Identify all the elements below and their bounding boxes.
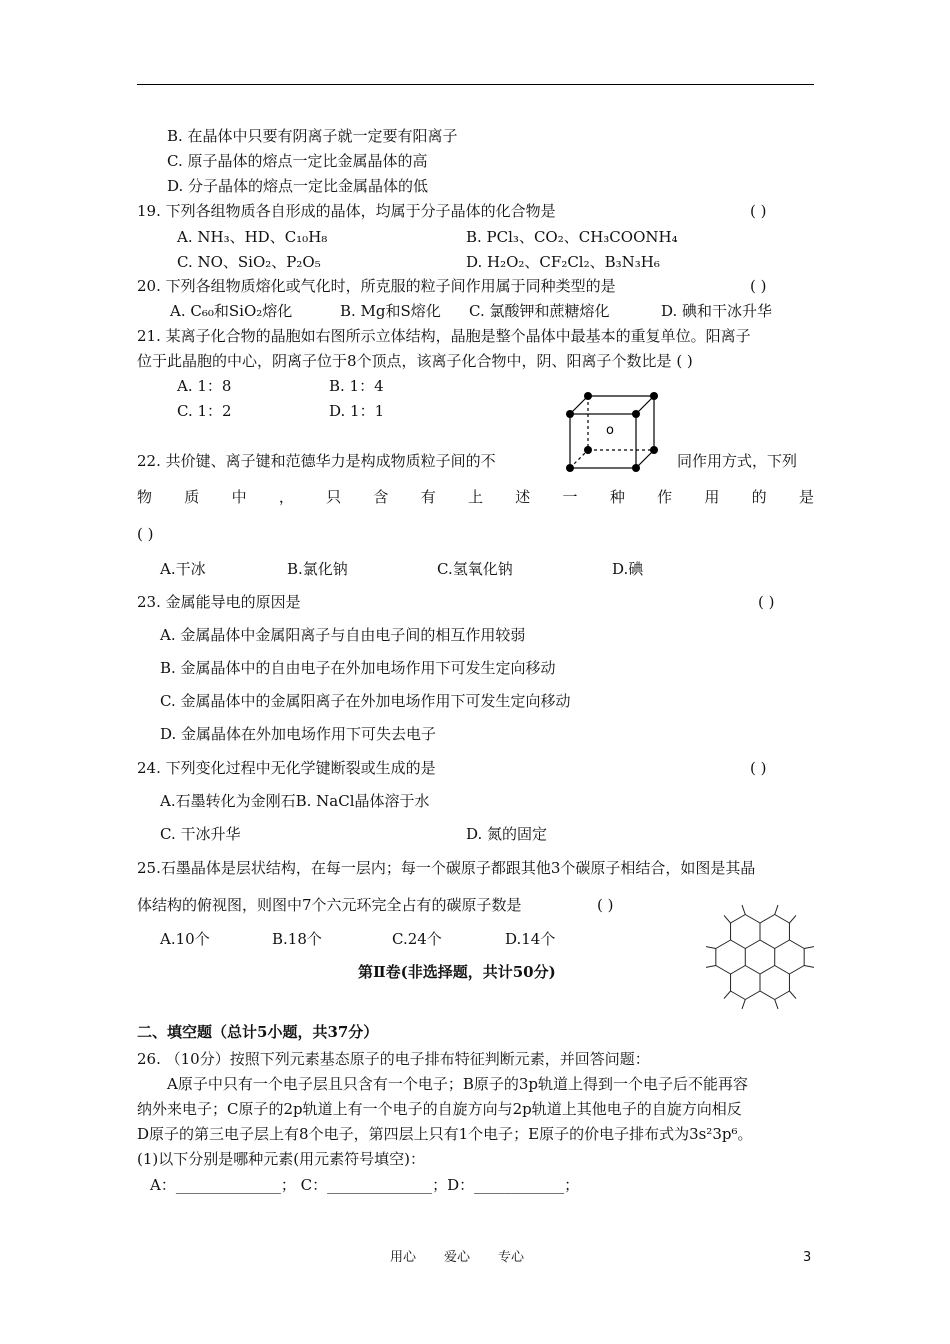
q22-spread-char: 物: [137, 488, 153, 506]
carbon-bond: [775, 991, 790, 1000]
carbon-bond: [731, 915, 746, 924]
carbon-bond: [716, 966, 731, 975]
q23-option-b: B. 金属晶体中的自由电子在外加电场作用下可发生定向移动: [160, 659, 556, 677]
q21-option-a: A. 1：8: [177, 377, 232, 395]
q25-stem-line2: 体结构的俯视图，则图中7个六元环完全占有的碳原子数是: [137, 896, 522, 914]
graphite-layer-figure: [690, 894, 830, 1020]
q23-option-d: D. 金属晶体在外加电场作用下可失去电子: [160, 725, 437, 743]
carbon-bond: [706, 947, 716, 949]
q22-stem-part2: 同作用方式，下列: [677, 452, 798, 470]
anion-vertex: [566, 464, 574, 472]
carbon-bond: [789, 991, 796, 999]
q20-option-b: B. Mg和S熔化: [340, 302, 441, 320]
footer-word: 专心: [498, 1250, 525, 1265]
q20-option-d: D. 碘和干冰升华: [661, 302, 773, 320]
q22-spread-char: 的: [751, 488, 767, 506]
carbon-bond: [742, 905, 745, 914]
q22-option-d: D.碘: [612, 560, 644, 578]
q19-option-d: D. H₂O₂、CF₂Cl₂、B₃N₃H₆: [466, 253, 660, 271]
q25-option-a: A.10个: [160, 930, 210, 948]
q25-stem-line1: 25.石墨晶体是层状结构，在每一层内；每一个碳原子都跟其他3个碳原子相结合，如图是其晶: [137, 859, 756, 877]
q24-option-d: D. 氮的固定: [466, 825, 548, 843]
carbon-bond: [789, 915, 796, 923]
q19-option-b: B. PCl₃、CO₂、CH₃COONH₄: [466, 228, 678, 246]
q18-option-b: B. 在晶体中只要有阴离子就一定要有阳离子: [167, 127, 458, 145]
anion-vertex: [584, 392, 592, 400]
q21-option-c: C. 1：2: [177, 402, 232, 420]
cell-front-face: [570, 414, 636, 468]
q18-option-d: D. 分子晶体的熔点一定比金属晶体的低: [167, 177, 429, 195]
q21-option-d: D. 1：1: [329, 402, 385, 420]
q22-spread-char: 作: [657, 488, 673, 506]
carbon-bond: [742, 1000, 745, 1009]
q20-answer-paren: ( ): [750, 277, 767, 295]
q19-stem: 19. 下列各组物质各自形成的晶体，均属于分子晶体的化合物是: [137, 202, 556, 220]
q24-option-ab: A.石墨转化为金刚石B. NaCl晶体溶于水: [160, 792, 430, 810]
q23-answer-paren: ( ): [758, 593, 775, 611]
q21-option-b: B. 1：4: [329, 377, 384, 395]
carbon-bond: [775, 940, 790, 949]
q19-option-a: A. NH₃、HD、C₁₀H₈: [177, 228, 328, 246]
q22-spread-char: ，: [278, 488, 294, 506]
anion-vertex: [650, 446, 658, 454]
q26-subquestion-1: (1)以下分别是哪种元素(用元素符号填空)：: [137, 1150, 425, 1168]
carbon-bond: [731, 991, 746, 1000]
anion-vertex: [632, 410, 640, 418]
q22-answer-paren: ( ): [137, 525, 154, 543]
q23-option-a: A. 金属晶体中金属阳离子与自由电子间的相互作用较弱: [160, 626, 526, 644]
q26-paragraph-line2: 纳外来电子；C原子的2p轨道上有一个电子的自旋方向与2p轨道上其他电子的自旋方向相反: [137, 1100, 742, 1118]
carbon-bond: [775, 1000, 778, 1009]
q20-option-c: C. 氯酸钾和蔗糖熔化: [469, 302, 610, 320]
anion-vertex: [650, 392, 658, 400]
carbon-bond: [775, 966, 790, 975]
carbon-bond: [706, 966, 716, 968]
q22-spread-char: 是: [798, 488, 814, 506]
q18-option-c: C. 原子晶体的熔点一定比金属晶体的高: [167, 152, 428, 170]
q25-option-c: C.24个: [392, 930, 442, 948]
unit-cell-figure: [560, 384, 670, 474]
carbon-bond: [745, 915, 760, 924]
carbon-bond: [724, 915, 731, 923]
anion-vertex: [584, 446, 592, 454]
q22-stem-spread-line: [137, 487, 814, 507]
carbon-bond: [760, 915, 775, 924]
q22-option-a: A.干冰: [160, 560, 206, 578]
page-number: 3: [803, 1250, 812, 1265]
carbon-bond: [724, 991, 731, 999]
footer-word: 爱心: [444, 1250, 471, 1265]
q26-paragraph-line1: A原子中只有一个电子层且只含有一个电子；B原子的3p轨道上得到一个电子后不能再容: [167, 1075, 749, 1093]
q22-stem-part1: 22. 共价键、离子键和范德华力是构成物质粒子间的不: [137, 452, 496, 470]
q22-spread-char: 用: [704, 488, 720, 506]
q20-stem: 20. 下列各组物质熔化或气化时，所克服的粒子间作用属于同种类型的是: [137, 277, 616, 295]
q22-spread-char: 上: [467, 488, 483, 506]
q22-option-b: B.氯化钠: [287, 560, 348, 578]
q19-option-c: C. NO、SiO₂、P₂O₅: [177, 253, 321, 271]
q26-stem: 26. （10分）按照下列元素基态原子的电子排布特征判断元素，并回答问题：: [137, 1050, 650, 1068]
q26-answer-blanks: A：______________； C：______________；D：____________；: [150, 1176, 580, 1194]
cation-center-label: o: [606, 423, 614, 438]
footer-word: 用心: [390, 1250, 417, 1265]
carbon-bond: [731, 940, 746, 949]
carbon-bond: [775, 915, 790, 924]
q23-option-c: C. 金属晶体中的金属阳离子在外加电场作用下可发生定向移动: [160, 692, 571, 710]
q22-spread-char: 中: [231, 488, 247, 506]
q21-stem-line1: 21. 某离子化合物的晶胞如右图所示立体结构，晶胞是整个晶体中最基本的重复单位。阳离子: [137, 327, 751, 345]
q25-option-b: B.18个: [272, 930, 322, 948]
q22-spread-char: 一: [562, 488, 578, 506]
q25-option-d: D.14个: [505, 930, 556, 948]
carbon-bond: [731, 966, 746, 975]
section2-title: 二、填空题（总计5小题，共37分）: [137, 1023, 379, 1041]
q22-spread-char: 只: [326, 488, 342, 506]
carbon-bond: [789, 966, 804, 975]
q22-spread-char: 有: [420, 488, 436, 506]
carbon-bond: [789, 940, 804, 949]
carbon-bond: [804, 947, 814, 949]
carbon-bond: [760, 940, 775, 949]
q24-option-c: C. 干冰升华: [160, 825, 241, 843]
anion-vertex: [566, 410, 574, 418]
header-rule: [137, 84, 814, 85]
q26-paragraph-line3: D原子的第三电子层上有8个电子，第四层上只有1个电子；E原子的价电子排布式为3s²3p⁶。: [137, 1125, 753, 1143]
carbon-bond: [775, 905, 778, 914]
carbon-bond: [760, 991, 775, 1000]
q19-answer-paren: ( ): [750, 202, 767, 220]
part2-title: 第Ⅱ卷(非选择题，共计50分): [358, 963, 556, 981]
carbon-bond: [804, 966, 814, 968]
q22-spread-char: 质: [184, 488, 200, 506]
q22-spread-char: 含: [373, 488, 389, 506]
q25-answer-paren: ( ): [597, 896, 614, 914]
carbon-bond: [745, 940, 760, 949]
q20-option-a: A. C₆₀和SiO₂熔化: [170, 302, 293, 320]
q24-stem: 24. 下列变化过程中无化学键断裂或生成的是: [137, 759, 436, 777]
anion-vertex: [632, 464, 640, 472]
q23-stem: 23. 金属能导电的原因是: [137, 593, 301, 611]
carbon-bond: [716, 940, 731, 949]
q22-option-c: C.氢氧化钠: [437, 560, 513, 578]
q24-answer-paren: ( ): [750, 759, 767, 777]
q21-stem-line2: 位于此晶胞的中心，阴离子位于8个顶点，该离子化合物中，阴、阳离子个数比是 ( ): [137, 352, 693, 370]
carbon-bond: [760, 966, 775, 975]
q22-spread-char: 种: [609, 488, 625, 506]
q22-spread-char: 述: [515, 488, 531, 506]
carbon-bond: [745, 966, 760, 975]
carbon-bond: [745, 991, 760, 1000]
page-footer: [390, 1249, 552, 1267]
